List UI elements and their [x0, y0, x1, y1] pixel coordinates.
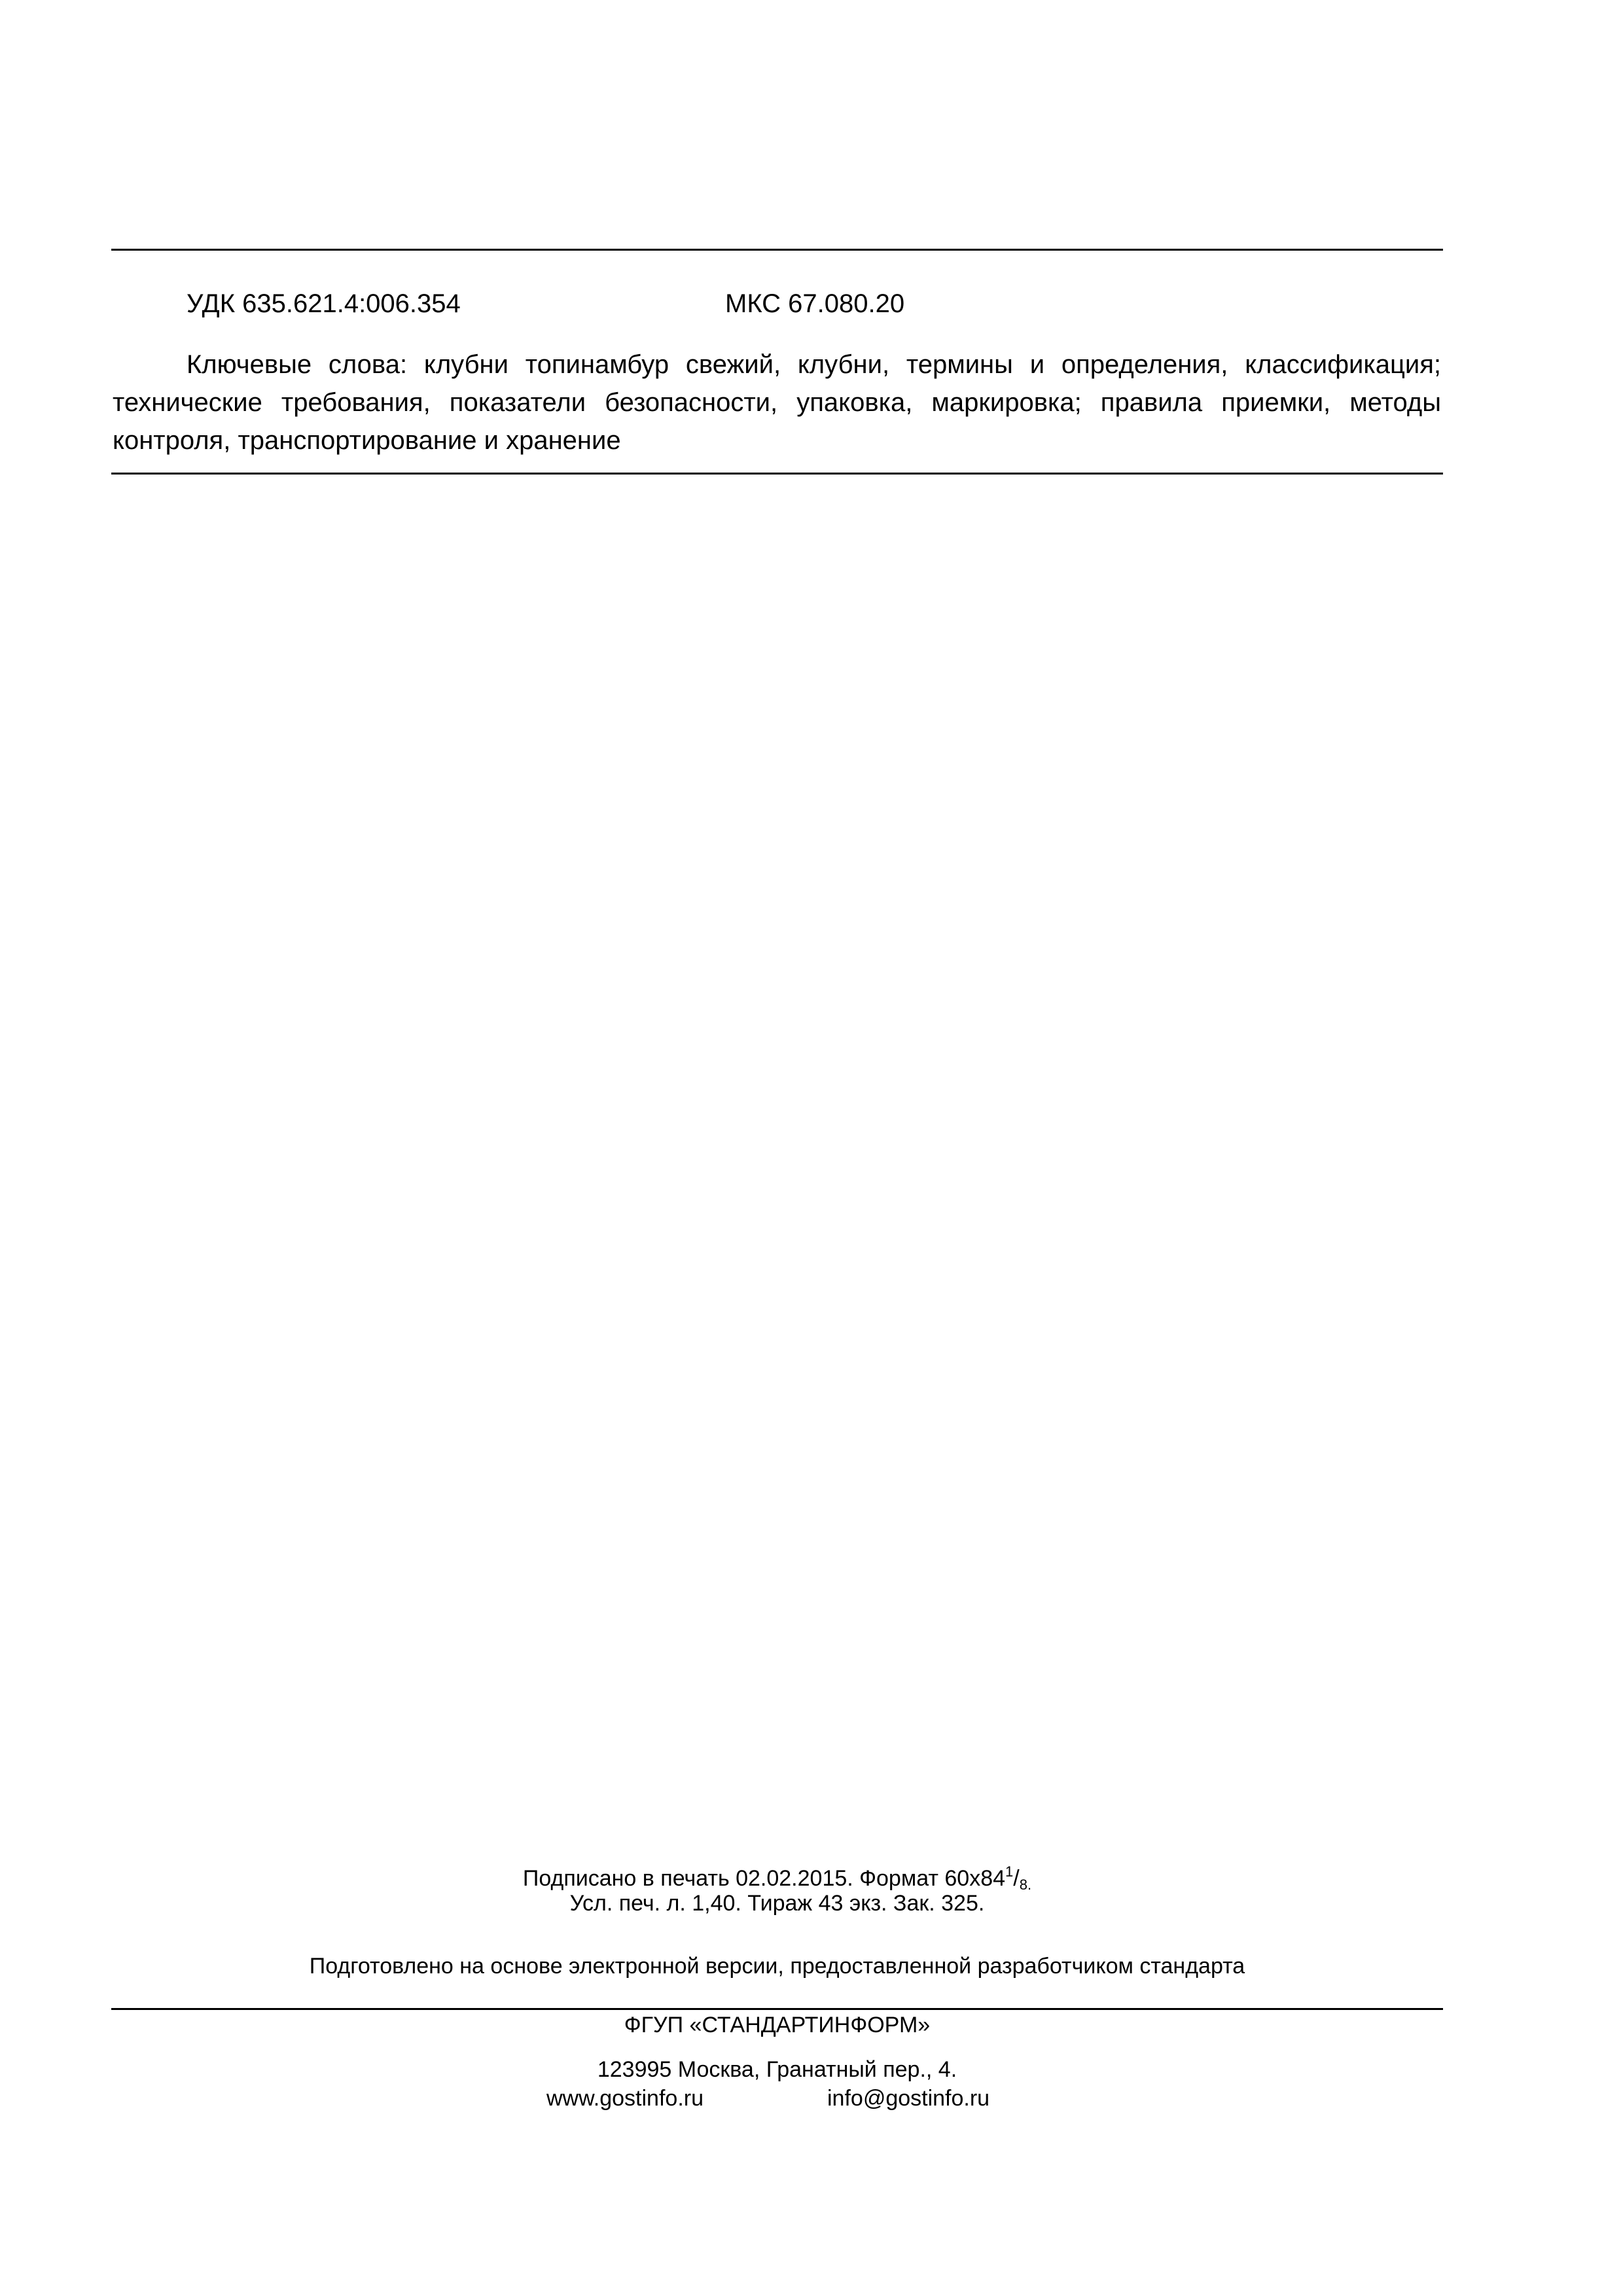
publisher-contacts: [111, 2084, 1443, 2113]
format-denominator: 8: [1019, 1876, 1027, 1893]
format-end: .: [1027, 1876, 1032, 1893]
format-numerator: 1: [1005, 1863, 1014, 1880]
publisher-name: ФГУП «СТАНДАРТИНФОРМ»: [624, 2013, 931, 2037]
mks-code: МКС 67.080.20: [725, 289, 905, 318]
prepared-note: Подготовлено на основе электронной версии, предоставленной разработчиком стандарта: [309, 1954, 1245, 1979]
keywords-divider: [111, 473, 1443, 475]
signed-text: Подписано в печать 02.02.2015. Формат 60х84: [522, 1866, 1006, 1891]
publisher-address: 123995 Москва, Гранатный пер., 4.: [597, 2057, 957, 2082]
keywords-paragraph: Ключевые слова: клубни топинамбур свежий, клубни, термины и определения, классификация; технические требования, показатели безопасности, упаковка, маркировка; правила приемки, методы контроля, транспортирование и хранение: [113, 350, 1441, 455]
classification-codes: [111, 284, 1443, 323]
publisher-divider: [111, 2008, 1443, 2010]
email-link[interactable]: info@gostinfo.ru: [827, 2086, 990, 2111]
top-divider: [111, 249, 1443, 251]
udk-code: УДК 635.621.4:006.354: [187, 289, 461, 318]
format-slash: /: [1013, 1866, 1020, 1891]
print-info-line: Усл. печ. л. 1,40. Тираж 43 экз. Зак. 325.: [569, 1891, 985, 1916]
website-link[interactable]: www.gostinfo.ru: [546, 2086, 704, 2111]
